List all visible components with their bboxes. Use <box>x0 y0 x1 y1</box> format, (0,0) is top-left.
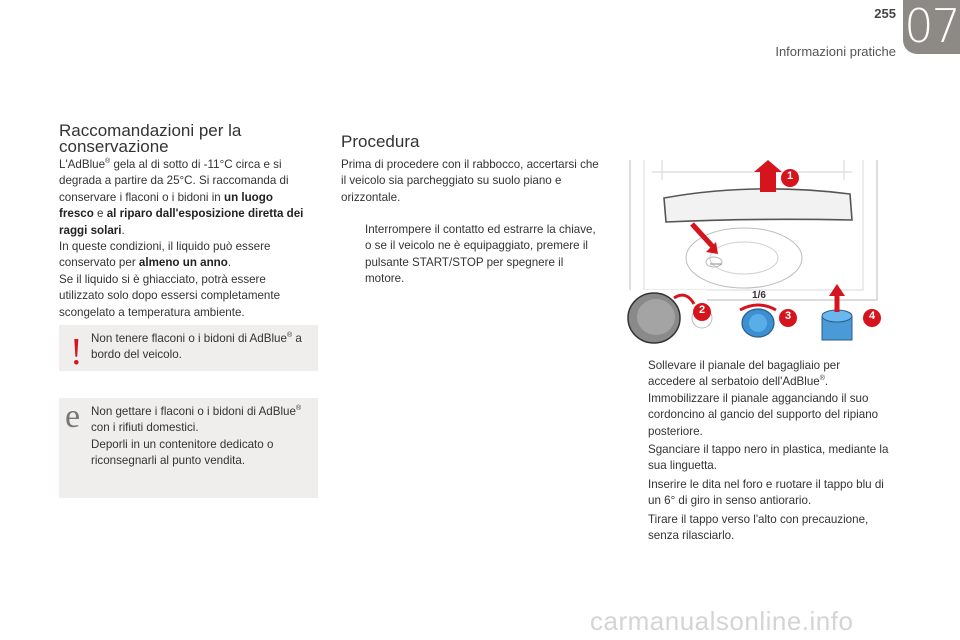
registered-mark: ® <box>105 158 111 166</box>
environment-paragraph-2: Deporli in un contenitore dedicato o riconsegnarli al punto vendita. <box>91 437 274 468</box>
step-text: Immobilizzare il pianale agganciando il suo cordoncino al gancio del supporto del ripiano posteriore. <box>648 391 879 438</box>
bold-text: un luogo fresco <box>59 190 273 221</box>
environment-leaf-icon: e <box>65 398 81 435</box>
step-text: Sganciare il tappo nero in plastica, mediante la sua linguetta. <box>648 443 889 473</box>
storage-paragraph-1 <box>59 157 309 239</box>
text-span: Non tenere flaconi o i bidoni di AdBlue <box>91 332 287 345</box>
adblue-refill-figure <box>622 160 887 350</box>
step-text: Inserire le dita nel foro e ruotare il tappo blu di un 6° di giro in senso antiorario. <box>648 477 884 508</box>
procedure-step-1 <box>341 222 599 288</box>
warning-box <box>59 325 318 371</box>
storage-text <box>59 157 309 321</box>
chapter-number: 07 <box>904 0 959 53</box>
text-span: e <box>93 207 107 221</box>
page-number: 255 <box>874 6 896 21</box>
storage-paragraph-2 <box>59 239 309 272</box>
text-span: L'AdBlue <box>59 158 106 171</box>
step-text: . <box>824 375 829 389</box>
figure-illustration <box>622 160 887 350</box>
text-span: gela al di sotto di -11°C circa e si degrada a partire da 25°C. Si raccomanda di conservare i flaconi o i bidoni in <box>59 158 289 204</box>
text-span: a bordo del veicolo. <box>91 332 302 362</box>
environment-box <box>59 398 318 498</box>
text-span: . <box>121 223 125 237</box>
procedure-step-3 <box>624 442 890 475</box>
registered-mark: ® <box>286 332 293 340</box>
step-text: Interrompere il contatto ed estrarre la chiave, o se il veicolo ne è equipaggiato, premere il pulsante START/STOP per spegnere il motore. <box>365 223 596 286</box>
warning-exclamation-icon: ! <box>70 331 83 373</box>
procedure-intro: Prima di procedere con il rabbocco, accertarsi che il veicolo sia parcheggiato su suolo piano e orizzontale. <box>341 158 599 204</box>
callout-3: 3 <box>784 310 792 322</box>
warning-text <box>91 331 311 364</box>
procedure-step-5 <box>624 512 890 545</box>
text-span: . <box>227 256 232 270</box>
callout-4: 4 <box>868 310 876 322</box>
environment-text <box>91 404 311 470</box>
text-span: con i rifiuti domestici. <box>91 421 199 435</box>
procedure-steps-list-2 <box>624 358 890 546</box>
watermark: carmanualsonline.info <box>590 606 854 636</box>
bold-text: almeno un anno <box>138 256 228 270</box>
procedure-steps-list <box>341 222 599 290</box>
chapter-title: Informazioni pratiche <box>775 44 896 59</box>
step-text: Sollevare il pianale del bagagliaio per accedere al serbatoio dell'AdBlue <box>648 359 841 389</box>
callout-1: 1 <box>786 170 794 182</box>
fraction-label: 1/6 <box>752 290 766 301</box>
text-span: In queste condizioni, il liquido può essere conservato per <box>59 240 271 270</box>
storage-paragraph-3: Se il liquido si è ghiacciato, potrà essere utilizzato solo dopo essersi completamente scongelato a temperatura ambiente. <box>59 272 281 319</box>
bold-text: al riparo dall'esposizione diretta dei raggi solari <box>59 207 304 237</box>
registered-mark: ® <box>819 375 825 383</box>
section-heading-storage: Raccomandazioni per la conservazione <box>59 121 242 156</box>
section-heading-procedure: Procedura <box>341 132 420 151</box>
step-text: Tirare il tappo verso l'alto con precauzione, senza rilasciarlo. <box>648 512 869 543</box>
procedure-step-2 <box>624 358 890 440</box>
environment-paragraph-1 <box>91 404 311 437</box>
chapter-tab <box>903 0 960 54</box>
callout-2: 2 <box>698 304 706 316</box>
procedure-step-4 <box>624 477 890 510</box>
text-span: Non gettare i flaconi o i bidoni di AdBlue <box>91 405 296 418</box>
registered-mark: ® <box>295 405 302 413</box>
